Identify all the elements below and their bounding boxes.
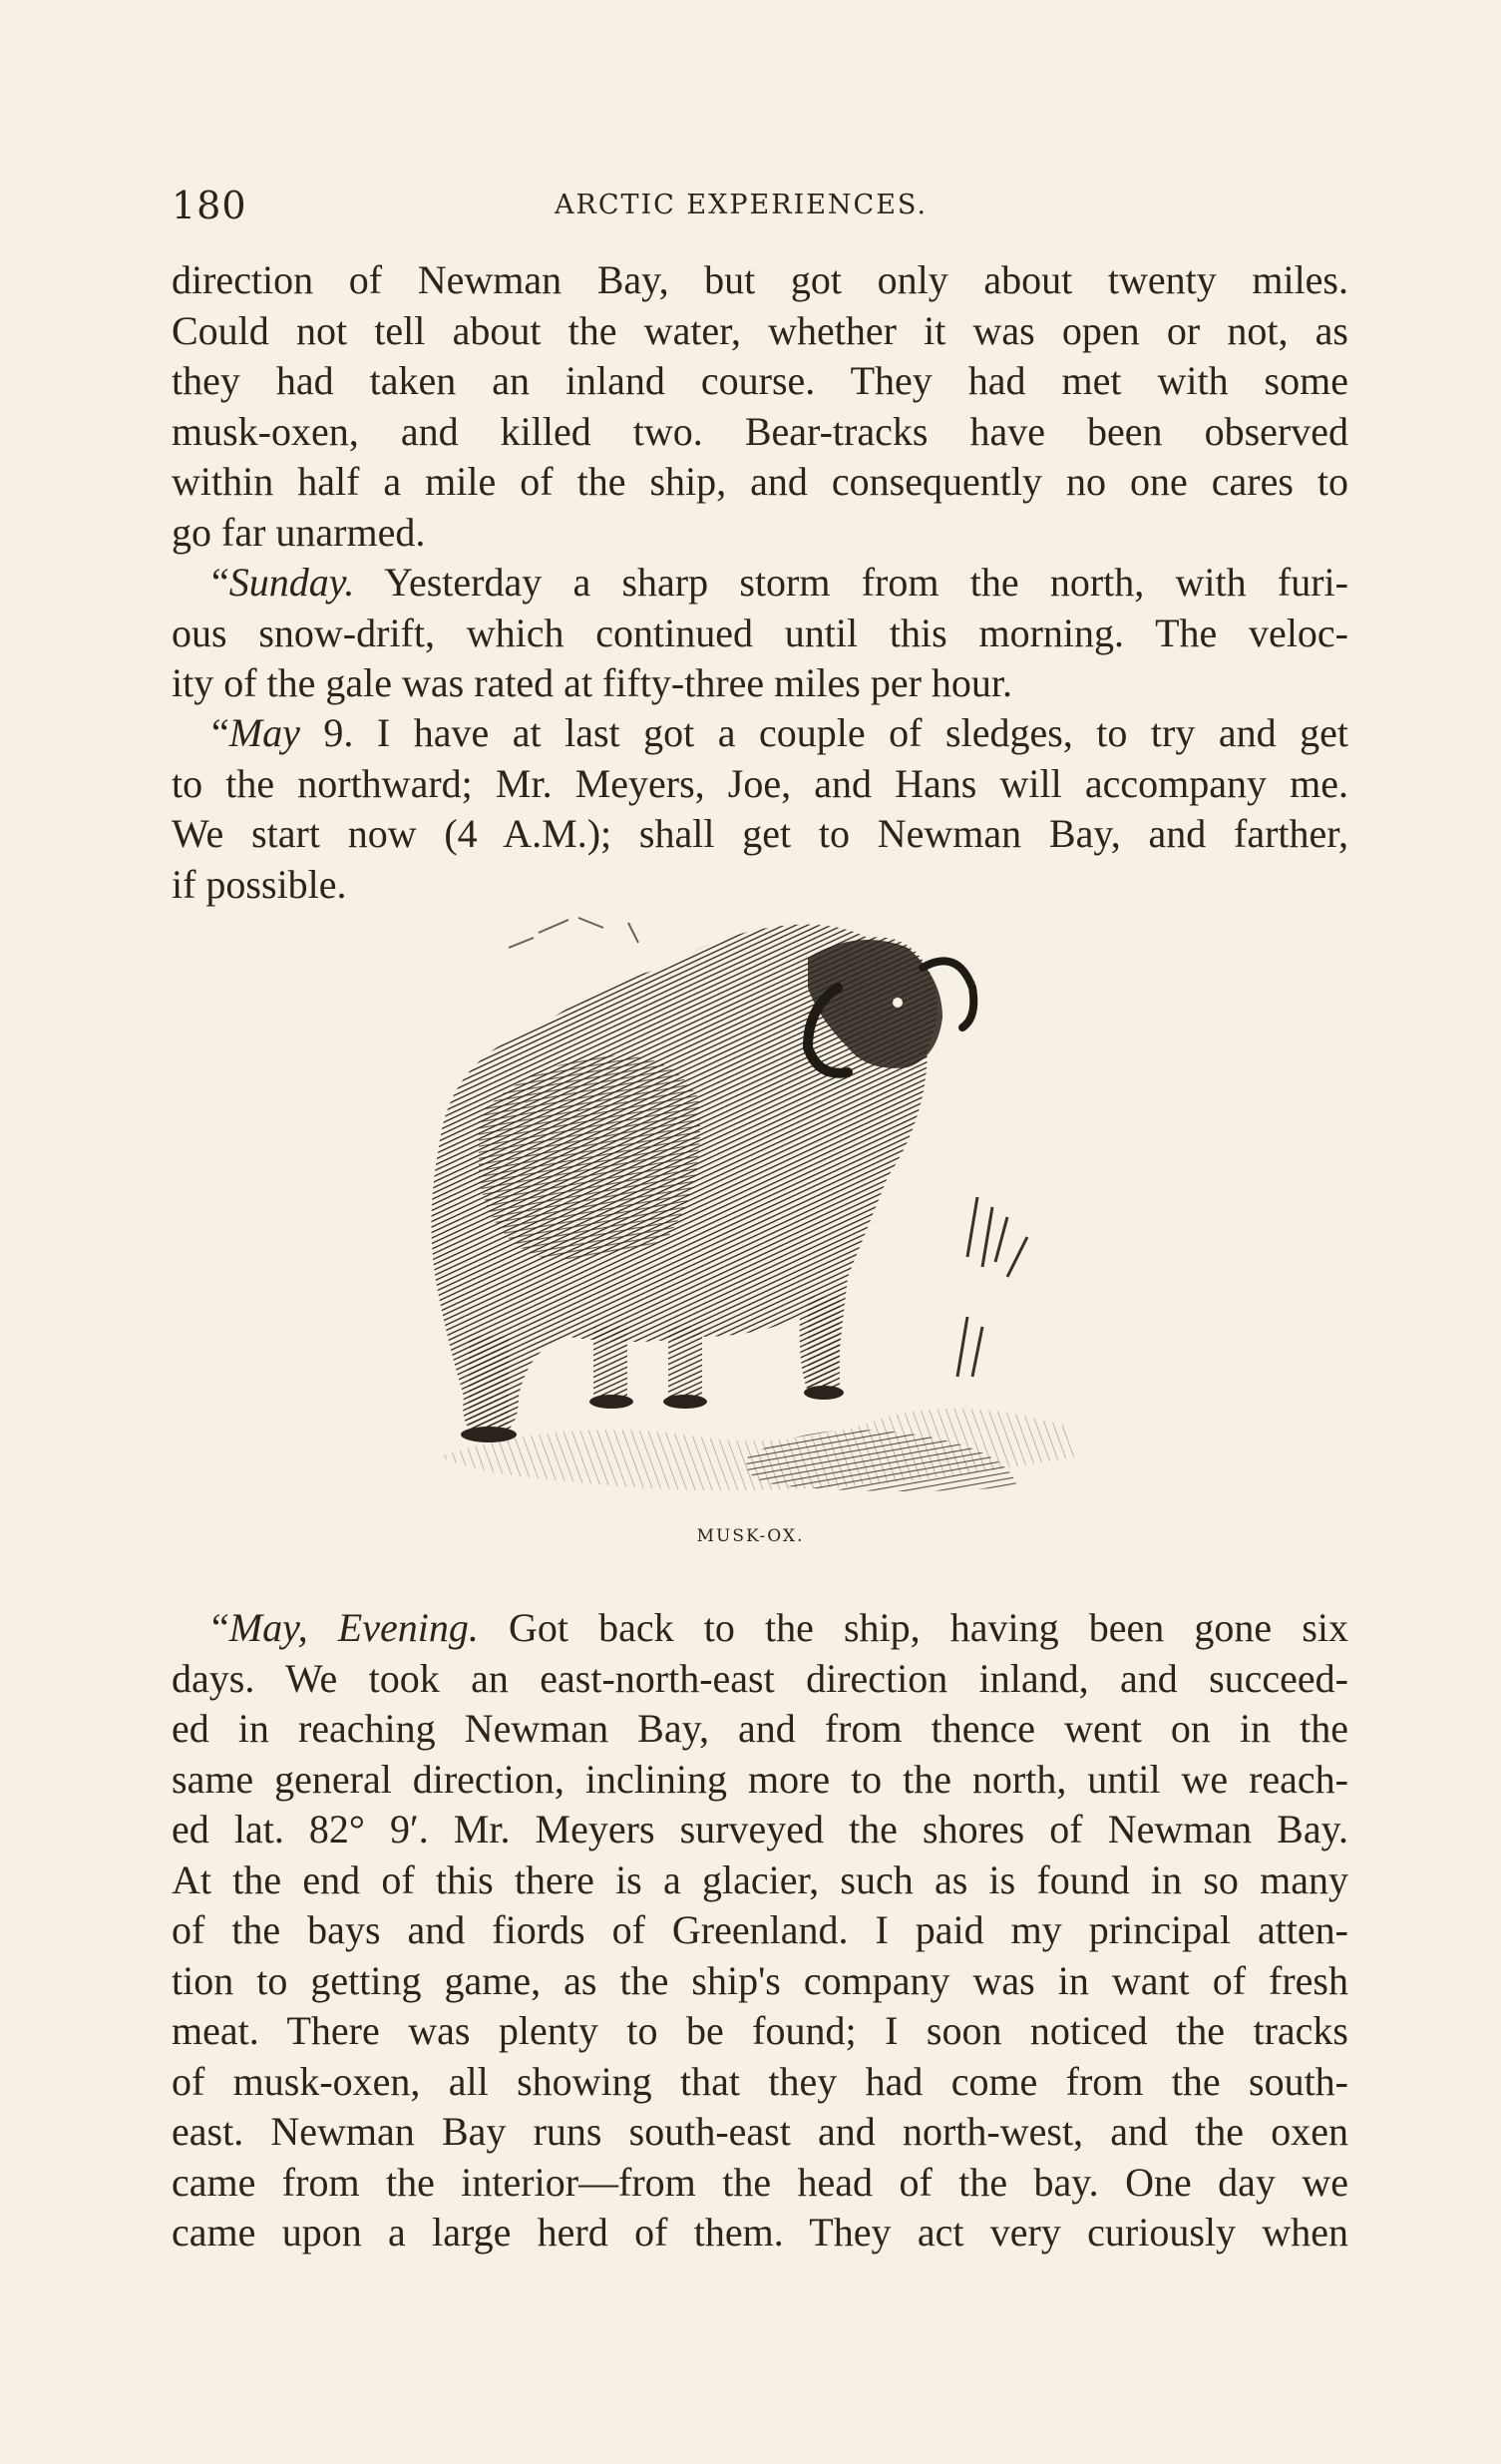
text-run: Got back to the ship, having been gone six — [478, 1605, 1348, 1650]
page-number: 180 — [172, 184, 247, 227]
text-line: to the northward; Mr. Meyers, Joe, and Hans will accompany me. — [172, 760, 1348, 806]
text-line: within half a mile of the ship, and consequently no one cares to — [172, 459, 1348, 504]
text-line: came from the interior—from the head of the bay. One day we — [172, 2159, 1348, 2205]
text-line: days. We took an east-north-east direction inland, and succeed- — [172, 1655, 1348, 1701]
text-line: of the bays and fiords of Greenland. I paid my principal atten- — [172, 1907, 1348, 1952]
entry-date: May, Evening. — [228, 1605, 479, 1650]
figure-caption: MUSK-OX. — [696, 1526, 805, 1546]
text-line: “Sunday. Yesterday a sharp storm from the north, with furi- — [211, 560, 1348, 605]
text-line: east. Newman Bay runs south-east and north-west, and the oxen — [172, 2109, 1348, 2154]
text-line: ed lat. 82° 9′. Mr. Meyers surveyed the shores of Newman Bay. — [172, 1807, 1348, 1851]
text-line: if possible. — [172, 861, 347, 907]
text-line: meat. There was plenty to be found; I soon noticed the tracks — [172, 2008, 1348, 2053]
text-run: 9. I have at last got a couple of sledges, to try and get — [299, 710, 1348, 755]
text-line: direction of Newman Bay, but got only about twenty miles. — [172, 257, 1348, 302]
running-title: ARCTIC EXPERIENCES. — [555, 190, 929, 220]
paragraph-sunday — [172, 558, 1348, 709]
text-line: tion to getting game, as the ship's company was in want of fresh — [172, 1957, 1348, 2003]
text-line: they had taken an inland course. They had met with some — [172, 358, 1348, 403]
text-line: ity of the gale was rated at fifty-three miles per hour. — [172, 660, 1013, 705]
text-line: same general direction, inclining more to the north, until we reach- — [172, 1756, 1348, 1802]
entry-date: Sunday. — [228, 560, 355, 605]
running-head — [172, 178, 1353, 225]
text-run: Yesterday a sharp storm from the north, with furi- — [354, 560, 1348, 605]
text-line: ous snow-drift, which continued until this morning. The veloc- — [172, 610, 1348, 655]
text-line: ed in reaching Newman Bay, and from thence went on in the — [172, 1706, 1348, 1751]
text-line: “May, Evening. Got back to the ship, having been gone six — [211, 1605, 1348, 1650]
musk-ox-illustration — [369, 898, 1137, 1506]
text-line: “May 9. I have at last got a couple of sledges, to try and get — [211, 710, 1348, 755]
paragraph-may-evening — [172, 1603, 1348, 2259]
text-line: Could not tell about the water, whether it was open or not, as — [172, 307, 1348, 353]
musk-ox-engraving — [369, 898, 1137, 1506]
entry-date: May — [228, 710, 300, 755]
text-line: came upon a large herd of them. They act very curiously when — [172, 2210, 1348, 2255]
paragraph-continuation — [172, 255, 1348, 558]
text-line: We start now (4 A.M.); shall get to Newman Bay, and farther, — [172, 811, 1348, 856]
text-line: At the end of this there is a glacier, such as is found in so many — [172, 1856, 1348, 1902]
text-line: musk-oxen, and killed two. Bear-tracks have been observed — [172, 408, 1348, 454]
text-line: go far unarmed. — [172, 509, 426, 555]
text-line: of musk-oxen, all showing that they had come from the south- — [172, 2058, 1348, 2104]
paragraph-may-9 — [172, 708, 1348, 910]
